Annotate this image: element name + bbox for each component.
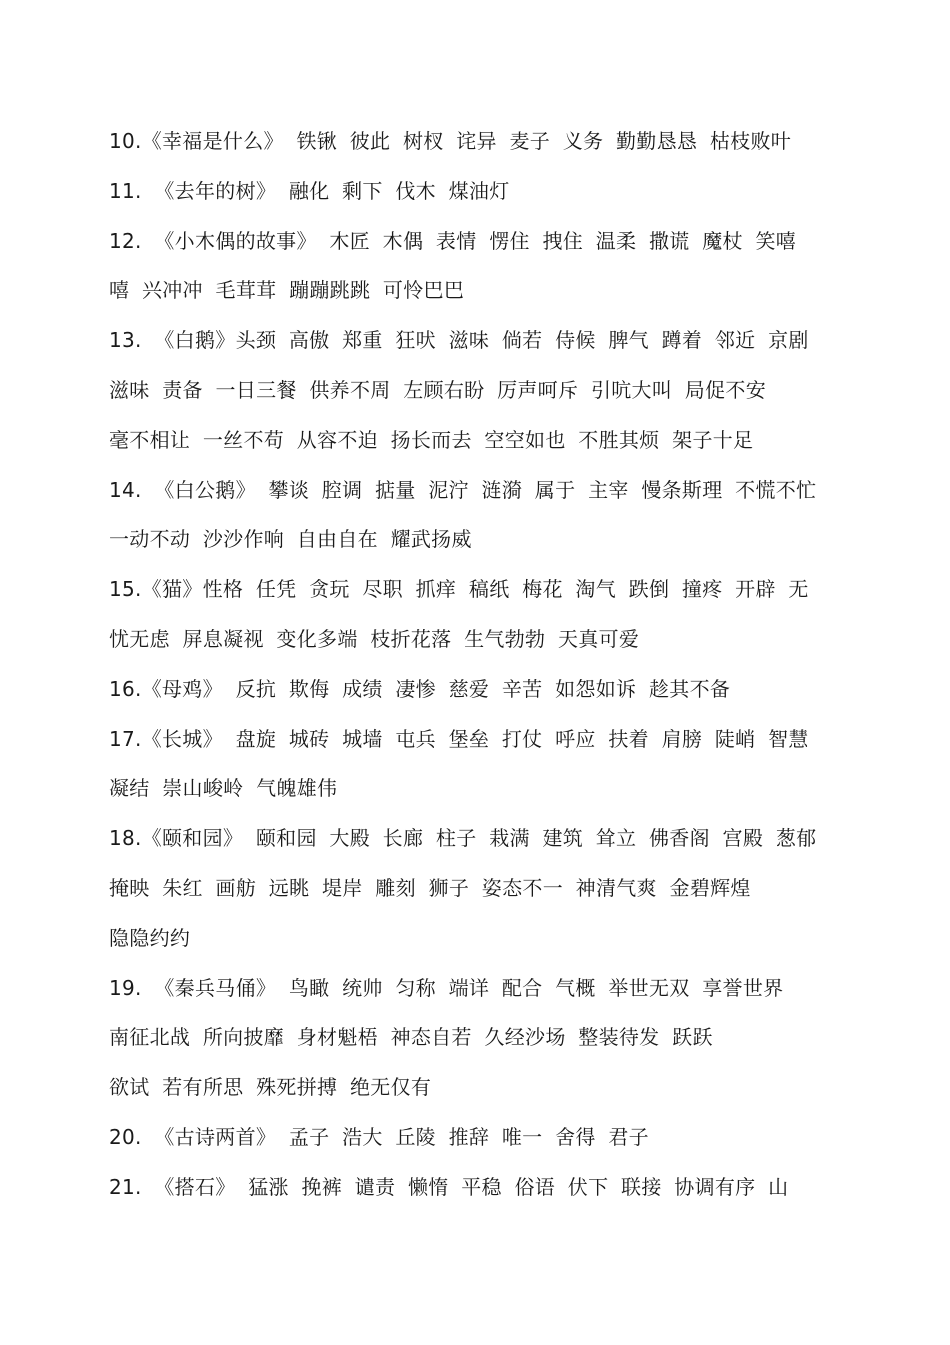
vocabulary-list	[109, 117, 844, 1213]
text-line: 掩映 朱红 画舫 远眺 堤岸 雕刻 狮子 姿态不一 神清气爽 金碧辉煌	[109, 875, 751, 900]
text-line: 毫不相让 一丝不苟 从容不迫 扬长而去 空空如也 不胜其烦 架子十足	[109, 427, 754, 452]
text-line: 18.《颐和园》 颐和园 大殿 长廊 柱子 栽满 建筑 耸立 佛香阁 宫殿 葱郁	[109, 826, 817, 851]
text-line: 19. 《秦兵马俑》 鸟瞰 统帅 匀称 端详 配合 气概 举世无双 享誉世界	[109, 975, 784, 1000]
text-line: 15.《猫》性格 任凭 贪玩 尽职 抓痒 稿纸 梅花 淘气 跌倒 撞疼 开辟 无	[109, 577, 809, 602]
text-line: 滋味 责备 一日三餐 供养不周 左顾右盼 厉声呵斥 引吭大叫 局促不安	[109, 377, 767, 402]
text-line: 17.《长城》 盘旋 城砖 城墙 屯兵 堡垒 打仗 呼应 扶着 肩膀 陡峭 智慧	[109, 726, 809, 751]
text-line: 欲试 若有所思 殊死拼搏 绝无仅有	[109, 1075, 432, 1100]
text-line: 14. 《白公鹅》 攀谈 腔调 掂量 泥泞 涟漪 属于 主宰 慢条斯理 不慌不忙	[109, 477, 817, 502]
text-line: 一动不动 沙沙作响 自由自在 耀武扬威	[109, 527, 472, 552]
text-line: 南征北战 所向披靡 身材魁梧 神态自若 久经沙场 整装待发 跃跃	[109, 1025, 713, 1050]
text-line: 凝结 崇山峻岭 气魄雄伟	[109, 776, 338, 801]
text-line: 20. 《古诗两首》 孟子 浩大 丘陵 推辞 唯一 舍得 君子	[109, 1124, 649, 1149]
text-line: 16.《母鸡》 反抗 欺侮 成绩 凄惨 慈爱 辛苦 如怨如诉 趁其不备	[109, 676, 731, 701]
text-line: 忧无虑 屏息凝视 变化多端 枝折花落 生气勃勃 天真可爱	[109, 626, 640, 651]
text-line: 嘻 兴冲冲 毛茸茸 蹦蹦跳跳 可怜巴巴	[109, 278, 465, 303]
text-line: 13. 《白鹅》头颈 高傲 郑重 狂吠 滋味 倘若 侍候 脾气 蹲着 邻近 京剧	[109, 328, 809, 353]
text-line: 12. 《小木偶的故事》 木匠 木偶 表情 愣住 拽住 温柔 撒谎 魔杖 笑嘻	[109, 228, 797, 253]
text-line: 11. 《去年的树》 融化 剩下 伐木 煤油灯	[109, 178, 510, 203]
text-line: 10.《幸福是什么》 铁锹 彼此 树杈 诧异 麦子 义务 勤勤恳恳 枯枝败叶	[109, 129, 792, 153]
text-line: 隐隐约约	[109, 925, 191, 950]
text-line: 21. 《搭石》 猛涨 挽裤 谴责 懒惰 平稳 俗语 伏下 联接 协调有序 山	[109, 1174, 789, 1199]
